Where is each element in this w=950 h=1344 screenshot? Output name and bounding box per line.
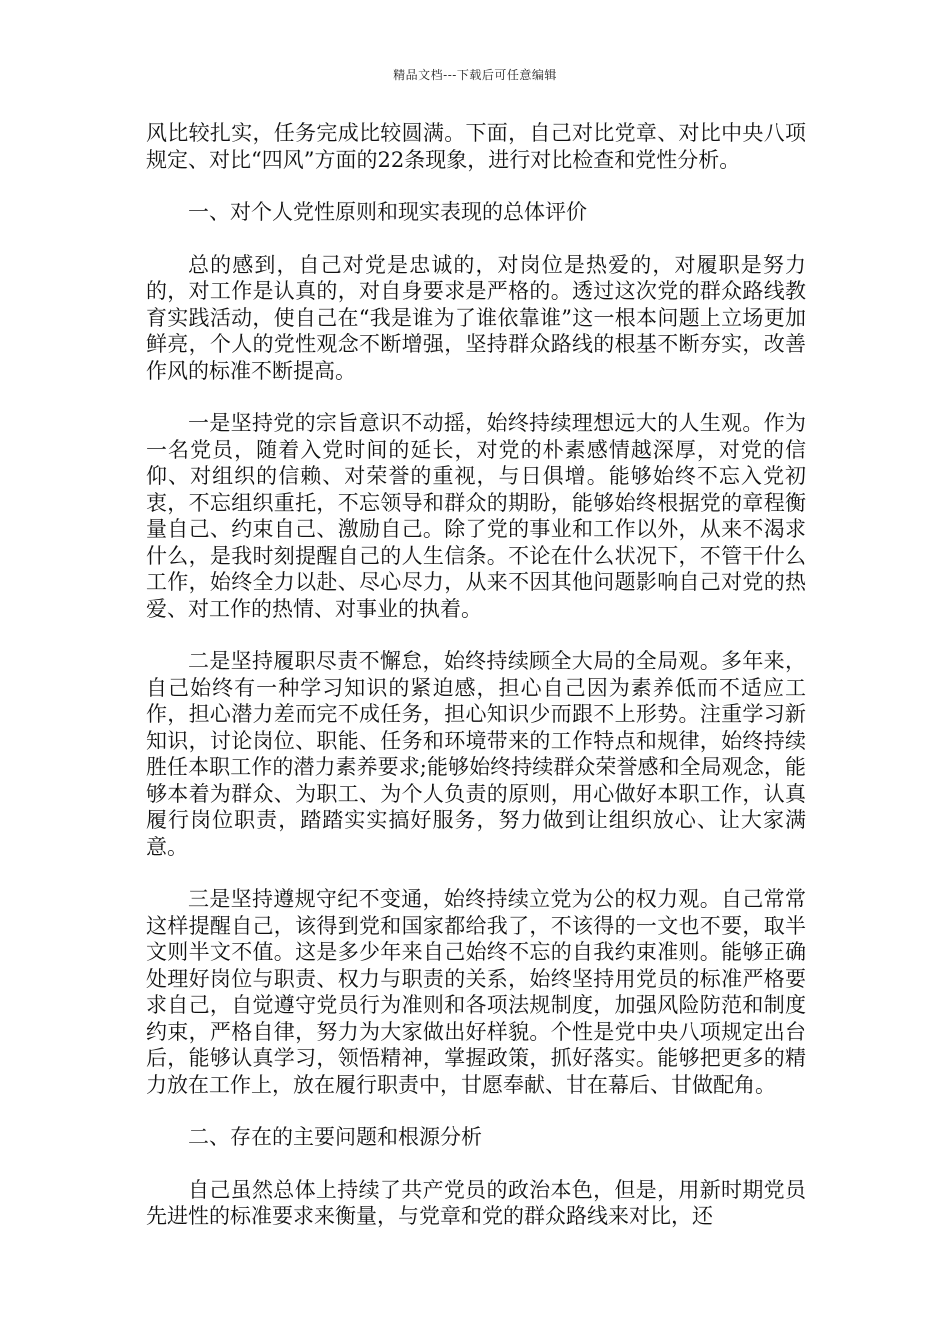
section-heading-2: 二、存在的主要问题和根源分析 [188,1125,482,1149]
paragraph-overall-assessment: 总的感到，自己对党是忠诚的，对岗位是热爱的，对履职是努力的，对工作是认真的，对自身要求是严格的。透过这次党的群众路线教育实践活动，使自己在“我是谁为了谁依靠谁”这一根本问题上立场更加鲜亮，个人的党性观念不断增强，坚持群众路线的根基不断夯实，改善作风的标准不断提高。 [146,252,806,383]
page-header: 精品文档---下载后可任意编辑 [393,68,557,82]
document-body [146,120,806,1256]
paragraph-intro: 风比较扎实，任务完成比较圆满。下面，自己对比党章、对比中央八项规定、对比“四风”方面的22条现象，进行对比检查和党性分析。 [146,121,806,172]
paragraph-point-2: 二是坚持履职尽责不懈怠，始终持续顾全大局的全局观。多年来，自己始终有一种学习知识的紧迫感，担心自己因为素养低而不适应工作，担心潜力差而完不成任务，担心知识少而跟不上形势。注重学习新知识，讨论岗位、职能、任务和环境带来的工作特点和规律，始终持续胜任本职工作的潜力素养要求;能够始终持续群众荣誉感和全局观念，能够本着为群众、为职工、为个人负责的原则，用心做好本职工作，认真履行岗位职责，踏踏实实搞好服务，努力做到让组织放心、让大家满意。 [146,649,806,859]
paragraph-point-3: 三是坚持遵规守纪不变通，始终持续立党为公的权力观。自己常常这样提醒自己，该得到党和国家都给我了，不该得的一文也不要，取半文则半文不值。这是多少年来自己始终不忘的自我约束准则。能够正确处理好岗位与职责、权力与职责的关系，始终坚持用党员的标准严格要求自己，自觉遵守党员行为准则和各项法规制度，加强风险防范和制度约束，严格自律，努力为大家做出好样貌。个性是党中央八项规定出台后，能够认真学习，领悟精神，掌握政策，抓好落实。能够把更多的精力放在工作上，放在履行职责中，甘愿奉献、甘在幕后、甘做配角。 [146,887,806,1097]
paragraph-point-1: 一是坚持党的宗旨意识不动摇，始终持续理想远大的人生观。作为一名党员，随着入党时间的延长，对党的朴素感情越深厚，对党的信仰、对组织的信赖、对荣誉的重视，与日俱增。能够始终不忘入党初衷，不忘组织重托，不忘领导和群众的期盼，能够始终根据党的章程衡量自己、约束自己、激励自己。除了党的事业和工作以外，从来不渴求什么，是我时刻提醒自己的人生信条。不论在什么状况下，不管干什么工作，始终全力以赴、尽心尽力，从来不因其他问题影响自己对党的热爱、对工作的热情、对事业的执着。 [146,411,806,621]
section-heading-1: 一、对个人党性原则和现实表现的总体评价 [188,200,587,224]
paragraph-problems-intro: 自己虽然总体上持续了共产党员的政治本色，但是，用新时期党员先进性的标准要求来衡量，与党章和党的群众路线来对比，还 [146,1177,806,1228]
